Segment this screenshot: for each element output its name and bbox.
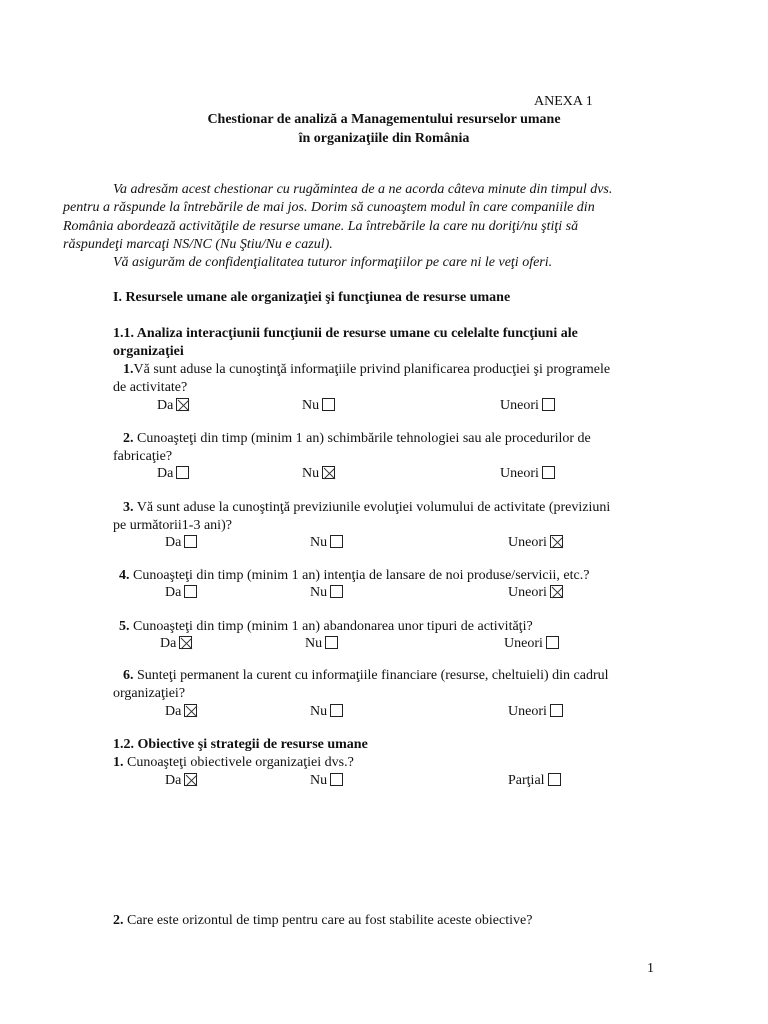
intro-line: răspundeţi marcaţi NS/NC (Nu Ştiu/Nu e cazul). — [63, 236, 333, 252]
question-text: Cunoaşteţi din timp (minim 1 an) abandonarea unor tipuri de activităţi? — [133, 619, 533, 634]
option-label: Uneori — [508, 704, 547, 719]
question-text-cont: organizaţiei? — [113, 686, 186, 702]
intro-line: pentru a răspunde la întrebările de mai jos. Dorim să cunoaştem modul în care companiile din — [63, 200, 595, 216]
option-label: Nu — [310, 773, 328, 788]
option-nu[interactable] — [302, 466, 335, 482]
option-partial[interactable] — [508, 773, 561, 789]
question-number: 4. — [119, 568, 130, 583]
question-text-cont: fabricaţie? — [113, 449, 173, 465]
option-da[interactable] — [157, 466, 189, 482]
option-da[interactable] — [165, 704, 197, 720]
option-label: Da — [165, 773, 182, 788]
question-text: Cunoaşteţi obiectivele organizaţiei dvs.? — [127, 755, 354, 770]
subsection-title: 1.2. Obiective şi strategii de resurse umane — [113, 737, 368, 752]
option-da[interactable] — [165, 585, 197, 601]
question-3 — [113, 499, 654, 536]
option-uneori[interactable] — [508, 585, 563, 601]
page-number: 1 — [647, 961, 654, 976]
question-1 — [113, 361, 654, 398]
question-number: 2. — [123, 431, 134, 446]
option-label: Nu — [310, 704, 328, 719]
option-label: Nu — [305, 636, 323, 651]
option-label: Uneori — [500, 398, 539, 413]
question-number: 5. — [119, 619, 130, 634]
option-label: Nu — [302, 466, 320, 481]
intro-confidentiality: Vă asigurăm de confidenţialitatea tuturor informaţiilor pe care ni le veţi oferi. — [113, 255, 553, 271]
question-text: Sunteţi permanent la curent cu informaţiile financiare (resurse, cheltuieli) din cadrul — [137, 668, 609, 683]
annex-label: ANEXA 1 — [534, 94, 593, 109]
checkbox[interactable] — [322, 398, 335, 411]
question-4 — [113, 567, 654, 585]
document-subtitle: în organizaţiile din România — [298, 131, 470, 146]
question-5 — [113, 618, 654, 636]
option-uneori[interactable] — [504, 636, 559, 652]
option-label: Da — [157, 398, 174, 413]
question-text: Care este orizontul de timp pentru care au fost stabilite aceste obiective? — [127, 913, 533, 928]
checkbox[interactable] — [184, 585, 197, 598]
checkbox[interactable] — [325, 636, 338, 649]
question-2 — [113, 430, 654, 467]
option-da[interactable] — [165, 773, 197, 789]
option-label: Uneori — [508, 535, 547, 550]
section-title: I. Resursele umane ale organizaţiei şi funcţiunea de resurse umane — [113, 290, 511, 305]
option-label: Da — [157, 466, 174, 481]
option-label: Nu — [310, 585, 328, 600]
question-6 — [113, 667, 654, 704]
option-nu[interactable] — [302, 398, 335, 414]
option-label: Da — [165, 704, 182, 719]
checkbox-checked[interactable] — [176, 398, 189, 411]
checkbox[interactable] — [548, 773, 561, 786]
option-label: Uneori — [500, 466, 539, 481]
intro-paragraph — [63, 181, 654, 272]
option-uneori[interactable] — [508, 704, 563, 720]
checkbox-checked[interactable] — [550, 585, 563, 598]
question-number: 1. — [123, 362, 134, 377]
question-text: Cunoaşteţi din timp (minim 1 an) intenţia de lansare de noi produse/servicii, etc.? — [133, 568, 590, 583]
checkbox[interactable] — [330, 773, 343, 786]
question-number: 2. — [113, 913, 124, 928]
question-2-1 — [113, 755, 354, 771]
option-label: Da — [165, 535, 182, 550]
document-title: Chestionar de analiză a Managementului resurselor umane — [207, 112, 561, 127]
option-label: Nu — [310, 535, 328, 550]
checkbox-checked[interactable] — [179, 636, 192, 649]
checkbox[interactable] — [546, 636, 559, 649]
checkbox[interactable] — [330, 535, 343, 548]
option-nu[interactable] — [310, 535, 343, 551]
question-2-2 — [113, 913, 532, 929]
checkbox[interactable] — [542, 466, 555, 479]
subsection-title: 1.1. Analiza interacţiunii funcţiunii de resurse umane cu celelalte funcţiuni ale — [113, 326, 578, 341]
intro-line: România abordează activităţile de resurse umane. La întrebările la care nu doriţi/nu ştiţi să — [63, 218, 579, 234]
question-text: Vă sunt aduse la cunoştinţă informaţiile privind planificarea producţiei şi programele — [133, 362, 611, 377]
checkbox[interactable] — [542, 398, 555, 411]
option-da[interactable] — [165, 535, 197, 551]
question-text: Cunoaşteţi din timp (minim 1 an) schimbările tehnologiei sau ale procedurilor de — [137, 431, 591, 446]
checkbox-checked[interactable] — [550, 535, 563, 548]
option-nu[interactable] — [305, 636, 338, 652]
option-uneori[interactable] — [500, 466, 555, 482]
question-text-cont: de activitate? — [113, 380, 188, 396]
intro-line: Va adresăm acest chestionar cu rugămintea de a ne acorda câteva minute din timpul dvs. — [113, 182, 613, 197]
checkbox-checked[interactable] — [322, 466, 335, 479]
checkbox[interactable] — [330, 704, 343, 717]
checkbox[interactable] — [176, 466, 189, 479]
checkbox[interactable] — [184, 535, 197, 548]
option-label: Uneori — [504, 636, 543, 651]
option-label: Da — [165, 585, 182, 600]
checkbox[interactable] — [550, 704, 563, 717]
subsection-title-cont: organizaţiei — [113, 344, 184, 359]
checkbox[interactable] — [330, 585, 343, 598]
option-da[interactable] — [157, 398, 189, 414]
option-label: Nu — [302, 398, 320, 413]
question-number: 3. — [123, 500, 134, 515]
option-label: Uneori — [508, 585, 547, 600]
option-uneori[interactable] — [500, 398, 555, 414]
question-number: 6. — [123, 668, 134, 683]
option-nu[interactable] — [310, 773, 343, 789]
checkbox-checked[interactable] — [184, 704, 197, 717]
option-nu[interactable] — [310, 704, 343, 720]
option-label: Parţial — [508, 773, 545, 788]
option-uneori[interactable] — [508, 535, 563, 551]
question-number: 1. — [113, 755, 124, 770]
checkbox-checked[interactable] — [184, 773, 197, 786]
question-text: Vă sunt aduse la cunoştinţă previziunile evoluţiei volumului de activitate (previziuni — [136, 500, 611, 515]
option-da[interactable] — [160, 636, 192, 652]
option-nu[interactable] — [310, 585, 343, 601]
question-text-cont: pe următorii1-3 ani)? — [113, 518, 232, 534]
option-label: Da — [160, 636, 177, 651]
